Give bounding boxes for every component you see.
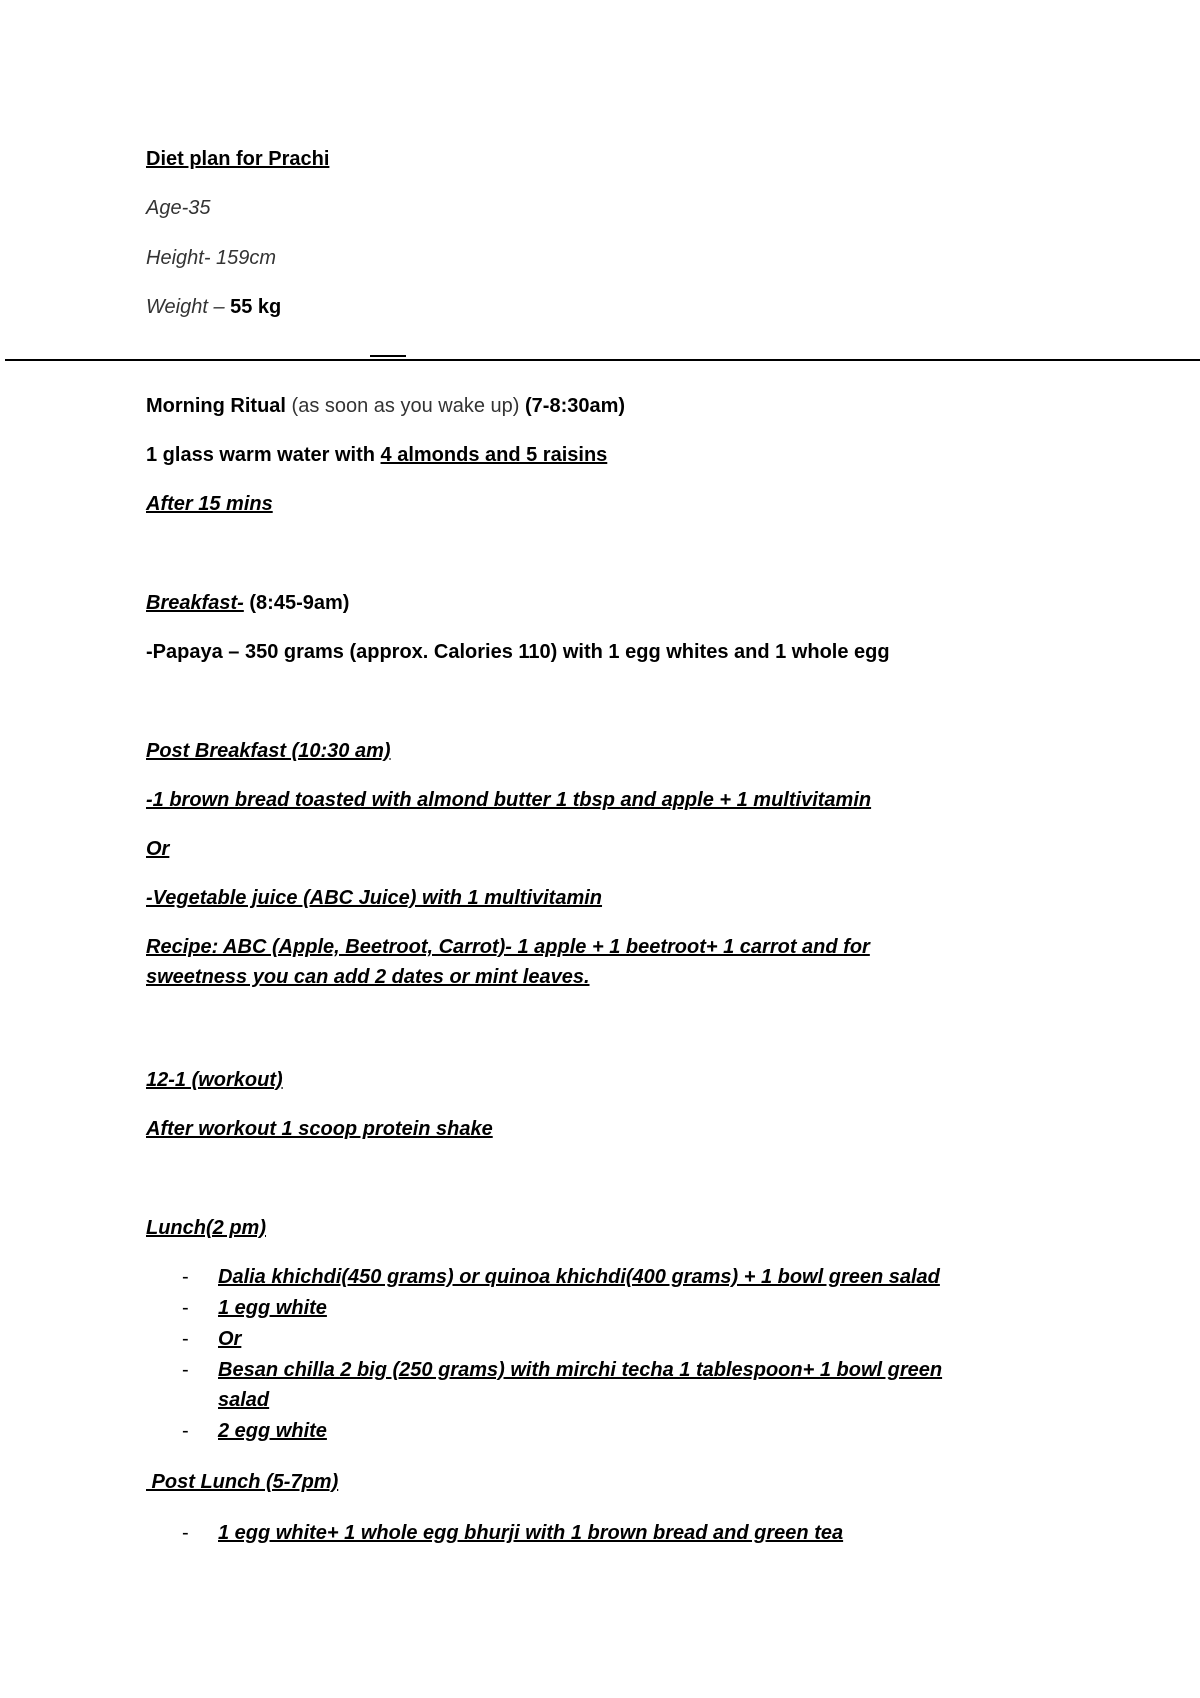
bullet-dash: - (182, 1328, 189, 1350)
workout-after-text: After workout 1 scoop protein shake (146, 1118, 493, 1140)
lunch-item-text: 2 egg white (218, 1420, 327, 1442)
divider-mark (370, 355, 406, 357)
age-text: Age-35 (146, 197, 211, 219)
weight-label: Weight – (146, 296, 231, 318)
post-lunch-item-text: 1 egg white+ 1 whole egg bhurji with 1 brown bread and green tea (218, 1522, 844, 1544)
post-lunch-heading: Post Lunch (5-7pm) (146, 1471, 339, 1493)
morning-after-text: After 15 mins (146, 493, 273, 515)
weight-line (146, 294, 281, 320)
morning-ritual-heading (146, 393, 625, 419)
post-breakfast-option-2: -Vegetable juice (ABC Juice) with 1 multivitamin (146, 887, 603, 909)
breakfast-time: (8:45-9am) (243, 592, 350, 614)
breakfast-heading (146, 590, 349, 616)
lunch-item-text: Besan chilla 2 big (250 grams) with mirchi techa 1 tablespoon+ 1 bowl green (218, 1359, 943, 1381)
morning-title: Morning Ritual (146, 395, 286, 417)
post-breakfast-option-1: -1 brown bread toasted with almond butter 1 tbsp and apple + 1 multivitamin (146, 789, 872, 811)
height-text: Height- 159cm (146, 247, 277, 269)
bullet-dash: - (182, 1297, 189, 1319)
post-breakfast-or: Or (146, 838, 170, 860)
breakfast-item: -Papaya – 350 grams (approx. Calories 110) with 1 egg whites and 1 whole egg (146, 641, 890, 663)
morning-water-line (146, 442, 607, 468)
breakfast-title: Breakfast- (146, 592, 244, 614)
morning-note: (as soon as you wake up) (285, 395, 525, 417)
bullet-dash: - (182, 1266, 189, 1288)
morning-line-prefix: 1 glass warm water with (146, 444, 381, 466)
bullet-dash: - (182, 1359, 189, 1381)
lunch-item-text: 1 egg white (218, 1297, 327, 1319)
morning-line-items: 4 almonds and 5 raisins (380, 444, 608, 466)
workout-heading: 12-1 (workout) (146, 1069, 283, 1091)
recipe-line-2: sweetness you can add 2 dates or mint leaves. (146, 966, 590, 988)
weight-value: 55 kg (230, 296, 282, 318)
section-divider (5, 359, 1200, 361)
morning-time: (7-8:30am) (525, 395, 626, 417)
post-breakfast-heading: Post Breakfast (10:30 am) (146, 740, 391, 762)
lunch-item-text: salad (218, 1389, 270, 1411)
recipe-line-1: Recipe: ABC (Apple, Beetroot, Carrot)- 1 apple + 1 beetroot+ 1 carrot and for (146, 936, 870, 958)
lunch-item-text: Dalia khichdi(450 grams) or quinoa khichdi(400 grams) + 1 bowl green salad (218, 1266, 940, 1288)
page-title: Diet plan for Prachi (146, 148, 330, 170)
lunch-heading: Lunch(2 pm) (146, 1217, 266, 1239)
bullet-dash: - (182, 1420, 189, 1442)
bullet-dash: - (182, 1522, 189, 1544)
lunch-item-text: Or (218, 1328, 242, 1350)
